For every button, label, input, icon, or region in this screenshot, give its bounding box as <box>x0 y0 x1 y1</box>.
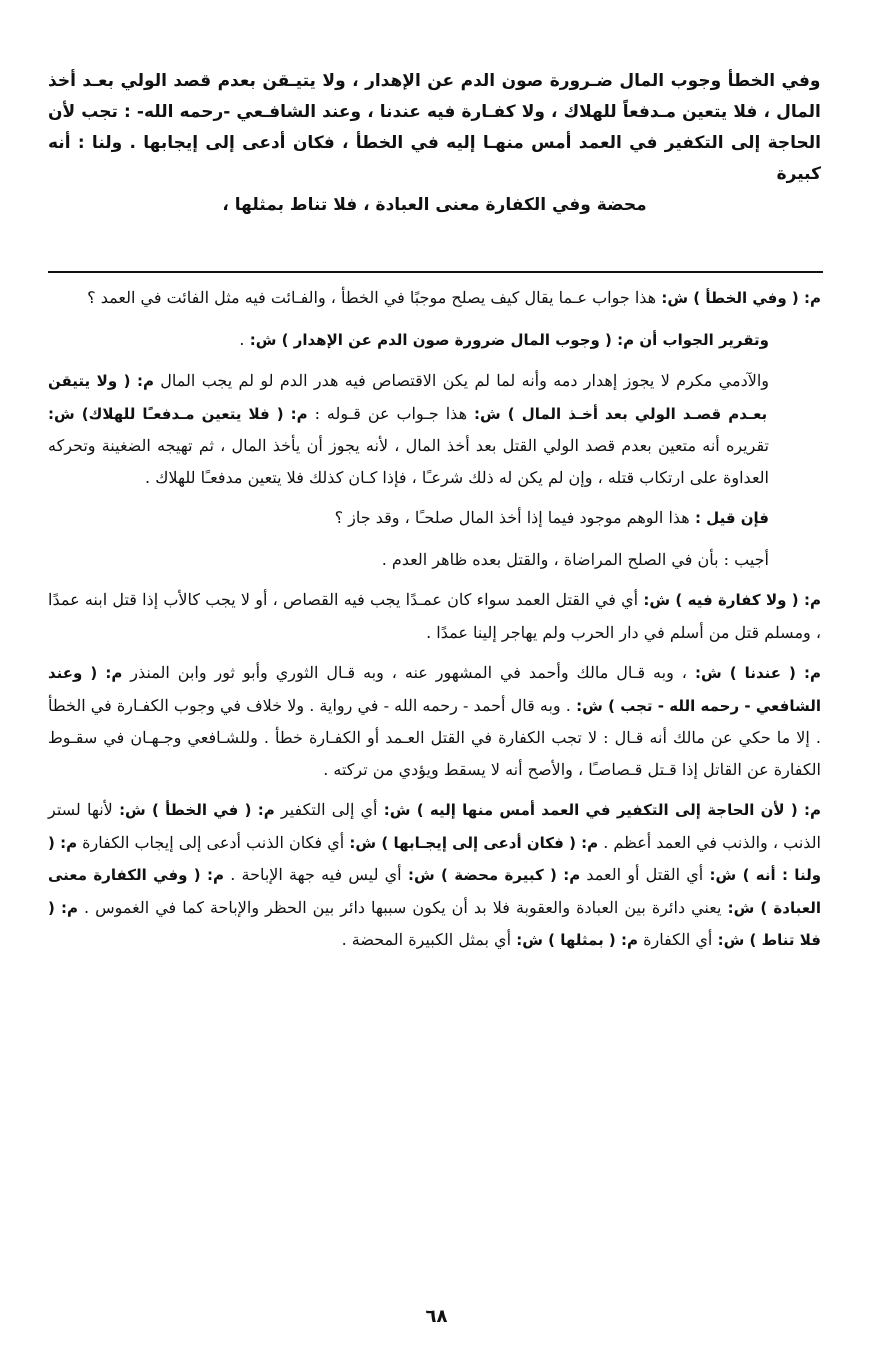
main-text-line-4: محضة وفي الكفارة معنى العبادة ، فلا تناط بمثلها ، <box>222 195 647 215</box>
main-text-line-3: الحاجة إلى التكفير في العمد أمس منهـا إليه في الخطأ ، فكان أدعى إلى إيجابها . ولنا : أنه كبيرة <box>48 133 821 184</box>
matn-quote: م: ( ولا يتيقن بعـدم قصـد الولي بعد أخـذ المال ) ش: <box>48 372 768 423</box>
matn-quote: م: ( ولا كفارة فيه ) ش: <box>638 591 821 609</box>
commentary-text: هذا الوهم موجود فيما إذا أخذ المال صلحـًا ، وقد جاز ؟ <box>334 508 690 527</box>
commentary-text: أي ليس فيه جهة الإباحة . <box>224 865 402 884</box>
commentary-text: أي بمثل الكبيرة المحضة . <box>341 930 512 949</box>
commentary-paragraph-7 <box>48 657 821 785</box>
matn-quote: م: ( فلا تناط ) ش: <box>48 898 821 949</box>
commentary-paragraph-1 <box>48 282 821 315</box>
main-text <box>48 66 821 221</box>
commentary-text: أي القتل أو العمد <box>580 865 704 884</box>
commentary-text: ، وبه قـال مالك وأحمد في المشهور عنه ، وبه قـال الثوري وأبو ثور وابن المنذر <box>122 663 687 682</box>
commentary-paragraph-2 <box>48 324 821 357</box>
commentary-paragraph-5 <box>48 544 821 576</box>
commentary-paragraph-4 <box>48 502 821 535</box>
matn-quote: م: ( فكان أدعى إلى إيجـابها ) ش: <box>344 833 599 852</box>
matn-quote: م: ( وجوب المال ضرورة صون الدم عن الإهدار ) ش: <box>244 330 635 349</box>
main-text-line-1: وفي الخطأ وجوب المال ضـرورة صون الدم عن الإهدار ، ولا يتيـقن بعدم قصد الولي بعـد أخذ <box>48 71 821 91</box>
commentary-text: . <box>239 329 245 349</box>
commentary-text: هذا جواب عـما يقال كيف يصلح موجبًا في الخطأ ، والفـائت فيه مثل الفائت في العمد ؟ <box>87 288 657 307</box>
page-number: ٦٨ <box>425 1306 448 1327</box>
commentary-text: لأنها لستر الذنب ، والذنب في العمد أعظم . <box>48 800 821 852</box>
commentary-text: والآدمي مكرم لا يجوز إهدار دمه وأنه لما لم يكن الاقتصاص فيه هدر الدم لو لم يجب المال <box>153 371 769 390</box>
matn-quote: م: ( كبيرة محضة ) ش: <box>401 866 581 884</box>
matn-quote: م: ( ولنا : أنه ) ش: <box>48 833 822 884</box>
matn-quote: م: ( لأن الحاجة إلى التكفير في العمد أمس منها إليه ) ش: <box>377 801 822 819</box>
commentary-text: يعني دائرة بين العبادة والعقوبة فلا بد أن يكون سببها دائر بين الحظر والإباحة كما في الغموس . <box>78 897 722 917</box>
commentary-text: . وبه قال أحمد - رحمه الله - في رواية . ولا خلاف في وجوب الكفـارة في الخطأ . إلا ما حكي عن مالك أنه قـال : لا تجب الكفارة في القتل العـمد أو الكفـارة خطأ . وللشـافعي وجـهـان في سقـوط الكفارة عن القاتل إذا قـتل قـصاصـًا ، والأصح أنه لا يسقط ويؤدي من تركته . <box>48 695 822 779</box>
main-text-line-2: المال ، فلا يتعين مـدفعاً للهلاك ، ولا كفـارة فيه عندنا ، وعند الشافـعي -رحمه الله- : تجب لأن <box>48 102 821 122</box>
objection-label: فإن قيل : <box>689 509 769 527</box>
commentary-text: أي الكفارة <box>638 930 713 949</box>
matn-quote: م: ( وفي الكفارة معنى العبادة ) ش: <box>48 866 821 917</box>
commentary-text: أجيب : بأن في الصلح المراضاة ، والقتل بعده ظاهر العدم . <box>381 549 769 569</box>
matn-quote: م: ( وفي الخطأ ) ش: <box>656 289 821 307</box>
commentary-paragraph-3 <box>48 365 821 493</box>
main-text-block <box>48 66 821 221</box>
commentary-text: تقريره أنه متعين بعدم قصد الولي القتل بعد أخذ المال ، لأنه يجوز أن يأخذ المال ، ثم تهيجه الضغينة وتحركه العداوة على ارتكاب قتله ، وإن لم يكن له ذلك شرعـًا ، فإذا كـان كذلك فلا يتعين مدفعـًا للهلاك . <box>48 436 769 487</box>
matn-quote: م: ( وعند الشافعي - رحمه الله - تجب ) ش: <box>48 664 821 715</box>
commentary-text: أي في القتل العمد سواء كان عمـدًا يجب فيه القصاص ، أو لا يجب كالأب إذا قتل ابنه عمدًا ، ومسلم قتل من أسلم في دار الحرب ولم يهاجر إلينا عمدًا . <box>48 590 821 642</box>
matn-quote: م: ( عندنا ) ش: <box>686 664 821 682</box>
commentary-paragraph-8 <box>48 794 821 957</box>
matn-quote: م: ( بمثلها ) ش: <box>511 931 638 949</box>
commentary-text: أي إلى التكفير <box>274 800 378 819</box>
matn-quote: م: ( في الخطأ ) ش: <box>112 801 275 819</box>
commentary-lead: وتقرير الجواب أن <box>634 330 769 349</box>
commentary-paragraph-6 <box>48 584 821 648</box>
commentary-text: أي فكان الذنب أدعى إلى إيجاب الكفارة <box>77 832 345 852</box>
separator-rule <box>48 271 823 273</box>
commentary-block <box>48 282 821 966</box>
commentary-text: هذا جـواب عن قـوله : <box>307 403 468 423</box>
matn-quote: م: ( فلا يتعين مـدفعـًا للهلاك) ش: <box>48 404 308 423</box>
